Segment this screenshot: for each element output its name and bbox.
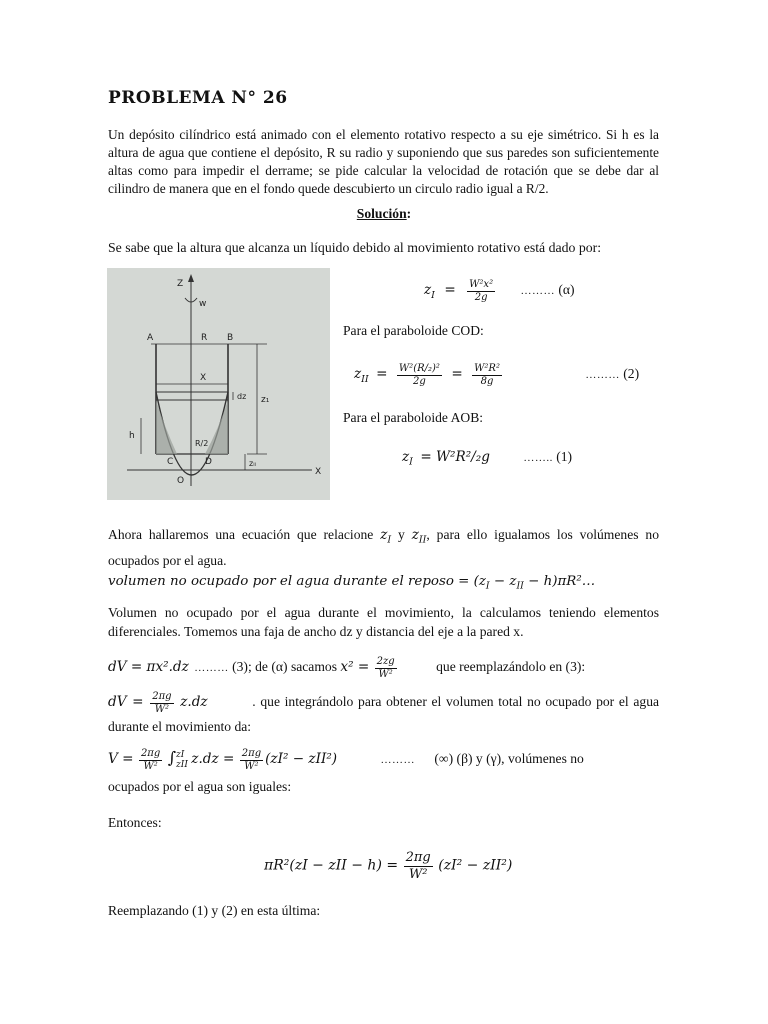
- eq3-lhs: dV = πx².dz: [108, 659, 189, 676]
- eq2-dots: ………: [585, 369, 620, 382]
- eqdv-lhs: dV =: [108, 694, 144, 711]
- eq3-fraction: [375, 655, 397, 681]
- final-equation: [264, 850, 512, 883]
- fig-label-x: X: [200, 373, 207, 383]
- volume-rest-end: − h)πR²…: [523, 574, 596, 589]
- eq-alpha-den: 2g: [474, 292, 488, 303]
- eq1-sub: I: [409, 456, 413, 468]
- eqdv-fraction: [150, 690, 173, 716]
- fig-label-a: A: [147, 333, 154, 343]
- equation-2: [354, 362, 639, 388]
- moving-volume-paragraph: Volumen no ocupado por el agua durante el movimiento, la calculamos teniendo elementos diferenciales. Tomemos una faja de ancho dz y distancia del eje a la pared x.: [108, 605, 659, 639]
- volume-rest-sub2: II: [516, 580, 524, 592]
- eqv-den: W²: [143, 761, 158, 772]
- eqv-lhs: V =: [108, 751, 134, 768]
- entonces-label: Entonces:: [108, 815, 162, 830]
- occupied-line: ocupados por el agua son iguales:: [108, 779, 292, 794]
- eq2-den1: 2g: [413, 376, 426, 387]
- eq-alpha-num: W²x²: [469, 279, 494, 290]
- volume-rest-sub1: I: [485, 580, 490, 592]
- final-eq-fraction: [404, 850, 433, 883]
- fig-label-d: D: [205, 457, 212, 467]
- problem-statement: Un depósito cilíndrico está animado con el elemento rotativo respecto a su eje simétrico. Si h es la altura de agua que contiene el depósito, R su radio y suponiendo que sus paredes son suficientemente altas como para impedir el derrame; se pide calcular la velocidad de rotación que se debe dar al cilindro de manera que en el fondo quede descubierto un circulo radio igual a R/2.: [108, 127, 659, 196]
- aob-label: Para el paraboloide AOB:: [343, 410, 484, 425]
- eq3-tail: que reemplazándolo en (3):: [436, 659, 586, 675]
- eq2-den2: 8g: [480, 376, 494, 387]
- eq2-sub: II: [361, 373, 369, 385]
- fig-label-r2: R/2: [195, 439, 209, 448]
- eqv-integral: ∫: [167, 748, 177, 768]
- eq3-x2: x² =: [340, 659, 370, 676]
- cylinder-diagram: [107, 268, 330, 500]
- eq-alpha-dots: ………: [520, 285, 555, 298]
- eq3-num: 2zg: [376, 656, 395, 667]
- eqdv-tail: . que integrándolo para obtener el volumen total no ocupado por el agua durante el movimiento da:: [108, 694, 660, 734]
- eq-alpha-fraction: [467, 278, 495, 304]
- eqv-fraction: [139, 747, 162, 773]
- cod-label: Para el paraboloide COD:: [343, 323, 484, 338]
- rotation-statement: Se sabe que la altura que alcanza un líquido debido al movimiento rotativo está dado por:: [108, 240, 602, 255]
- eq1-rhs: = W²R²/₂g: [420, 449, 490, 465]
- equation-v: [108, 747, 584, 773]
- eq-alpha-tag: (α): [558, 282, 575, 298]
- fig-label-z1: z₁: [261, 395, 270, 405]
- eqv-upper: zI: [176, 750, 185, 760]
- equation-1: [402, 449, 572, 468]
- cylinder-diagram-svg: [107, 268, 330, 500]
- fig-label-z: Z: [177, 279, 184, 289]
- eq1-tag: (1): [556, 449, 573, 464]
- final-eq-num: 2πg: [405, 850, 431, 865]
- eq-alpha-equals: =: [444, 282, 456, 299]
- problem-title: PROBLEMA N° 26: [108, 88, 288, 108]
- solution-colon: :: [406, 206, 412, 221]
- eqv-dots: ………: [380, 754, 415, 767]
- eqv-fraction-2: [240, 747, 263, 773]
- eqv-num2: 2πg: [241, 748, 262, 759]
- fig-label-b: B: [227, 333, 234, 343]
- eq3-dots: ………: [194, 662, 229, 675]
- eq2-num1: W²(R/₂)²: [398, 363, 440, 374]
- replacing-line: Reemplazando (1) y (2) en esta última:: [108, 903, 321, 918]
- eq3-den: W²: [378, 669, 393, 680]
- eqv-lower: zII: [176, 760, 188, 770]
- eqdv-num: 2πg: [152, 691, 172, 702]
- equation-alpha: [424, 278, 575, 304]
- equation-3: [108, 655, 585, 681]
- fig-label-h: h: [129, 431, 135, 441]
- eq2-lhs: z: [354, 366, 362, 383]
- final-eq-rest: (zI² − zII²): [438, 857, 513, 874]
- relation-text-2: , para ello igualamos los volúmenes no ocupados por el agua.: [108, 527, 660, 568]
- eqv-den2: W²: [244, 761, 259, 772]
- fig-label-x-axis: X: [315, 467, 322, 477]
- eq2-fraction-2: [472, 362, 502, 388]
- fig-label-dz: dz: [237, 392, 247, 401]
- eq2-equals: =: [376, 366, 388, 383]
- fig-label-zii: zₗₗ: [249, 459, 256, 468]
- volume-rest-mid: − z: [489, 574, 517, 589]
- solution-heading-line: [0, 206, 768, 222]
- solution-heading: Solución: [356, 206, 407, 221]
- eq-alpha-lhs: z: [424, 282, 432, 299]
- eq3-tag: (3); de (α) sacamos: [232, 659, 337, 675]
- relation-paragraph: Ahora hallaremos una ecuación que relacione $z_I$ y $z_{II}$, para ello igualamos los volúmenes no ocupados por el agua.: [108, 527, 660, 568]
- eqv-tail: (∞) (β) y (γ), volúmenes no: [434, 751, 584, 767]
- relation-text-y: y: [398, 527, 405, 542]
- eqv-num: 2πg: [140, 748, 161, 759]
- eq1-lhs: z: [402, 449, 410, 465]
- eq2-equals-2: =: [451, 366, 463, 383]
- equation-dv: [108, 690, 659, 738]
- eqdv-rest: z.dz: [180, 694, 208, 711]
- fig-label-w: w: [199, 299, 207, 309]
- fig-label-c: C: [167, 457, 174, 467]
- eqv-rest: (zI² − zII²): [265, 751, 338, 768]
- eqv-body: z.dz =: [191, 751, 235, 768]
- relation-text-1: Ahora hallaremos una ecuación que relacione: [108, 527, 374, 542]
- eqdv-den: W²: [154, 704, 170, 715]
- fig-label-r: R: [201, 333, 208, 343]
- volume-at-rest: [108, 574, 595, 592]
- volume-rest-a: volumen no ocupado por el agua durante el reposo = (z: [108, 574, 486, 589]
- final-eq-den: W²: [408, 867, 428, 882]
- eq2-tag: (2): [623, 366, 640, 382]
- fig-label-o: O: [177, 476, 185, 486]
- eq2-num2: W²R²: [474, 363, 500, 374]
- final-eq-lhs: πR²(zI − zII − h) =: [264, 857, 399, 874]
- eq-alpha-sub: I: [431, 289, 435, 301]
- eq2-fraction-1: [397, 362, 442, 388]
- eq1-dots: ……..: [523, 452, 553, 464]
